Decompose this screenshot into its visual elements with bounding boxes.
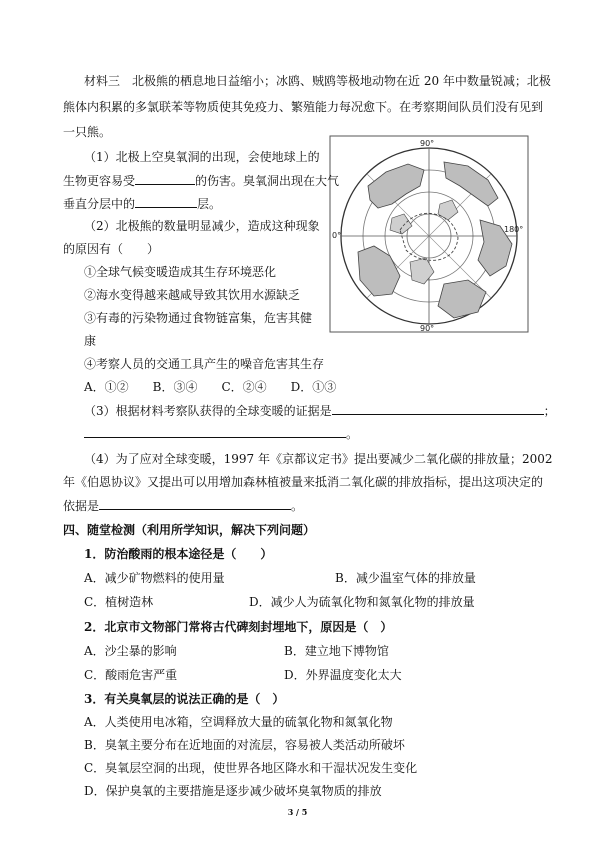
q2-line2: 的原因有（ ） [63, 242, 160, 256]
q2-option-3a: ③有毒的污染物通过食物链富集，危害其健 [84, 311, 313, 325]
q1-line3-b: 层。 [197, 197, 222, 211]
arctic-map-figure [328, 134, 530, 334]
q4-text: 依据是 [63, 499, 100, 513]
q3-text: （3）根据材料考察队获得的全球变暖的证据是 [84, 404, 332, 418]
label-right-180: 180° [504, 225, 524, 234]
page-number: 3 / 5 [287, 807, 308, 817]
material3-line2: 熊体内积累的多氯联苯等物质使其免疫力、繁殖能力每况愈下。在考察期间队员们没有见到 [63, 100, 544, 114]
t3-option-b[interactable]: B．臭氧主要分布在近地面的对流层，容易被人类活动所破坏 [84, 738, 405, 752]
section4-title: 四、随堂检测（利用所学知识，解决下列问题） [63, 523, 316, 537]
arctic-polar-map [328, 134, 530, 334]
t2-option-b[interactable]: B．建立地下博物馆 [284, 644, 389, 658]
t3-option-a[interactable]: A．人类使用电冰箱，空调释放大量的硫氧化物和氮氧化物 [84, 715, 393, 729]
q3-end: 。 [346, 427, 359, 441]
q1-blank-2[interactable] [135, 195, 197, 208]
q3-line2 [84, 425, 358, 442]
q1-line3 [63, 195, 221, 212]
q3-blank-1[interactable] [332, 402, 544, 415]
q1-line2 [63, 172, 339, 189]
t3-option-c[interactable]: C．臭氧层空洞的出现，使世界各地区降水和干湿状况发生变化 [84, 761, 418, 775]
q1-line1: （1）北极上空臭氧洞的出现，会使地球上的 [84, 150, 320, 164]
t2-stem: 2．北京市文物部门常将古代碑刻封埋地下，原因是（ ） [84, 620, 393, 634]
t1-option-b[interactable]: B．减少温室气体的排放量 [335, 571, 476, 585]
t1-option-d[interactable]: D．减少人为硫氧化物和氮氧化物的排放量 [249, 595, 475, 609]
q2-choices: A．①② B．③④ C．②④ D．①③ [84, 380, 337, 394]
q1-line3-a: 垂直分层中的 [63, 197, 136, 211]
t3-option-d[interactable]: D．保护臭氧的主要措施是逐步减少破坏臭氧物质的排放 [84, 784, 382, 798]
q3-separator: ； [543, 404, 556, 418]
q2-option-2: ②海水变得越来越咸导致其饮用水源缺乏 [84, 288, 301, 302]
t2-option-d[interactable]: D．外界温度变化太大 [284, 668, 402, 682]
t2-option-a[interactable]: A．沙尘暴的影响 [84, 644, 177, 658]
q3-blank-2[interactable] [84, 425, 346, 438]
q2-option-4: ④考察人员的交通工具产生的噪音危害其生存 [84, 357, 325, 371]
q1-line2-b: 的伤害。臭氧洞出现在大气 [195, 174, 340, 188]
q2-option-3b: 康 [84, 334, 97, 348]
q4-blank[interactable] [99, 497, 291, 510]
q1-blank-1[interactable] [135, 172, 195, 185]
q2-option-1: ①全球气候变暖造成其生存环境恶化 [84, 265, 277, 279]
q2-line1: （2）北极熊的数量明显减少，造成这种现象 [84, 219, 320, 233]
label-left-0: 0° [332, 231, 342, 240]
q4-line1: （4）为了应对全球变暖，1997 年《京都议定书》提出要减少二氧化碳的排放量；2002 [84, 452, 553, 466]
q4-end: 。 [291, 499, 304, 513]
material3-line3: 一只熊。 [63, 125, 112, 139]
t2-option-c[interactable]: C．酸雨危害严重 [84, 668, 178, 682]
t1-option-c[interactable]: C．植树造林 [84, 595, 154, 609]
label-bottom-90: 90° [420, 324, 435, 333]
q1-line2-a: 生物更容易受 [63, 174, 136, 188]
t1-option-a[interactable]: A．减少矿物燃料的使用量 [84, 571, 225, 585]
t3-stem: 3．有关臭氧层的说法正确的是（ ） [84, 692, 285, 706]
t1-stem: 1．防治酸雨的根本途径是（ ） [84, 547, 273, 561]
label-top-90: 90° [420, 139, 435, 148]
q3-line1 [84, 402, 556, 419]
q4-line3 [63, 497, 303, 514]
material3-line1: 材料三 北极熊的栖息地日益缩小；冰鸥、贼鸥等极地动物在近 20 年中数量锐减；北极 [84, 74, 551, 88]
q4-line2: 年《伯恩协议》又提出可以用增加森林植被量来抵消二氧化碳的排放指标，提出这项决定的 [63, 475, 544, 489]
